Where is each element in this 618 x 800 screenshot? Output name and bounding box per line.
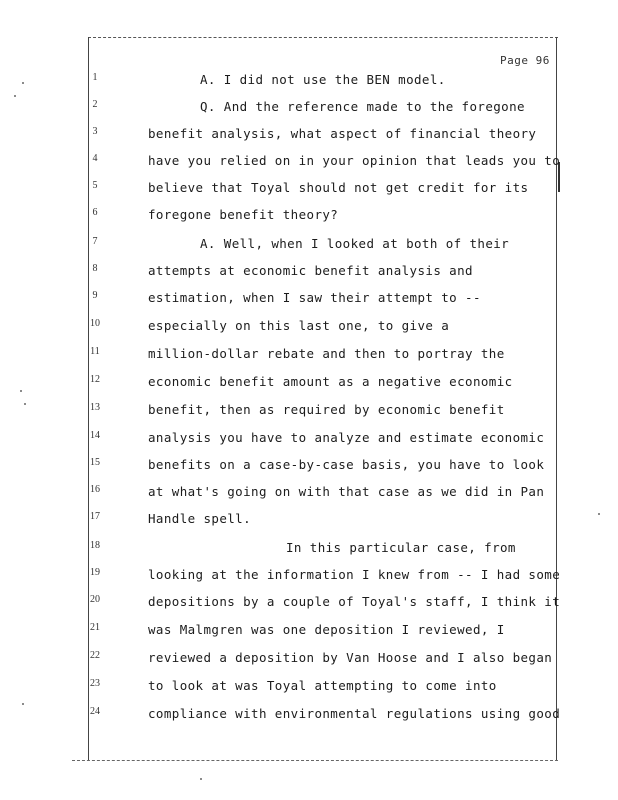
transcript-line <box>0 511 618 538</box>
line-text: to look at was Toyal attempting to come into <box>148 678 497 693</box>
line-text: at what's going on with that case as we did in Pan <box>148 484 545 499</box>
line-text: In this particular case, from <box>286 540 516 555</box>
line-text: A. Well, when I looked at both of their <box>200 236 510 251</box>
line-text: especially on this last one, to give a <box>148 318 450 333</box>
line-number: 17 <box>90 511 100 522</box>
transcript-line <box>0 678 618 705</box>
line-text: reviewed a deposition by Van Hoose and I also began <box>148 650 553 665</box>
line-number: 20 <box>90 594 100 605</box>
line-number: 13 <box>90 402 100 413</box>
transcript-line <box>0 263 618 290</box>
line-number: 10 <box>90 318 100 329</box>
line-text: attempts at economic benefit analysis and <box>148 263 473 278</box>
line-number: 12 <box>90 374 100 385</box>
line-text: estimation, when I saw their attempt to -- <box>148 290 481 305</box>
line-text: analysis you have to analyze and estimate economic <box>148 430 545 445</box>
top-border <box>88 37 558 38</box>
line-text: depositions by a couple of Toyal's staff, I think it <box>148 594 561 609</box>
line-text: million-dollar rebate and then to portray the <box>148 346 505 361</box>
transcript-line <box>0 126 618 153</box>
transcript-line <box>0 236 618 263</box>
scan-speck <box>22 703 24 705</box>
transcript-line <box>0 567 618 594</box>
transcript-line <box>0 374 618 401</box>
line-number: 22 <box>90 650 100 661</box>
line-number: 1 <box>92 72 98 83</box>
line-number: 2 <box>92 99 98 110</box>
transcript-line <box>0 457 618 484</box>
line-number: 14 <box>90 430 100 441</box>
line-text: Handle spell. <box>148 511 252 526</box>
scan-speck <box>24 403 26 405</box>
transcript-line <box>0 346 618 373</box>
line-text: economic benefit amount as a negative economic <box>148 374 513 389</box>
transcript-line <box>0 99 618 126</box>
line-number: 3 <box>92 126 98 137</box>
line-number: 15 <box>90 457 100 468</box>
line-text: benefit, then as required by economic benefit <box>148 402 505 417</box>
line-text: A. I did not use the BEN model. <box>200 72 446 87</box>
transcript-line <box>0 484 618 511</box>
transcript-line <box>0 650 618 677</box>
line-number: 5 <box>92 180 98 191</box>
transcript-line <box>0 430 618 457</box>
line-number: 8 <box>92 263 98 274</box>
line-number: 24 <box>90 706 100 717</box>
line-number: 18 <box>90 540 100 551</box>
transcript-line <box>0 290 618 317</box>
line-number: 11 <box>90 346 100 357</box>
line-number: 4 <box>92 153 98 164</box>
line-text: have you relied on in your opinion that leads you to <box>148 153 561 168</box>
line-text: looking at the information I knew from -- I had some <box>148 567 561 582</box>
line-text: believe that Toyal should not get credit for its <box>148 180 529 195</box>
transcript-line <box>0 706 618 733</box>
page-number: Page 96 <box>500 54 550 67</box>
line-text: was Malmgren was one deposition I reviewed, I <box>148 622 505 637</box>
line-text: compliance with environmental regulations using good <box>148 706 561 721</box>
scan-speck <box>598 513 600 515</box>
line-number: 16 <box>90 484 100 495</box>
line-text: Q. And the reference made to the foregone <box>200 99 525 114</box>
transcript-line <box>0 318 618 345</box>
bottom-border <box>72 760 558 761</box>
transcript-line <box>0 153 618 180</box>
line-number: 6 <box>92 207 98 218</box>
line-text: benefit analysis, what aspect of financial theory <box>148 126 537 141</box>
transcript-line <box>0 207 618 234</box>
transcript-line <box>0 72 618 99</box>
scan-speck <box>200 778 202 780</box>
line-text: benefits on a case-by-case basis, you have to look <box>148 457 545 472</box>
line-number: 7 <box>92 236 98 247</box>
transcript-line <box>0 180 618 207</box>
scan-speck <box>22 82 24 84</box>
transcript-line <box>0 402 618 429</box>
line-number: 19 <box>90 567 100 578</box>
transcript-line <box>0 594 618 621</box>
scan-speck <box>14 95 16 97</box>
line-number: 9 <box>92 290 98 301</box>
scan-speck <box>20 390 22 392</box>
transcript-line <box>0 622 618 649</box>
line-text: foregone benefit theory? <box>148 207 339 222</box>
line-number: 23 <box>90 678 100 689</box>
line-number: 21 <box>90 622 100 633</box>
transcript-line <box>0 540 618 567</box>
